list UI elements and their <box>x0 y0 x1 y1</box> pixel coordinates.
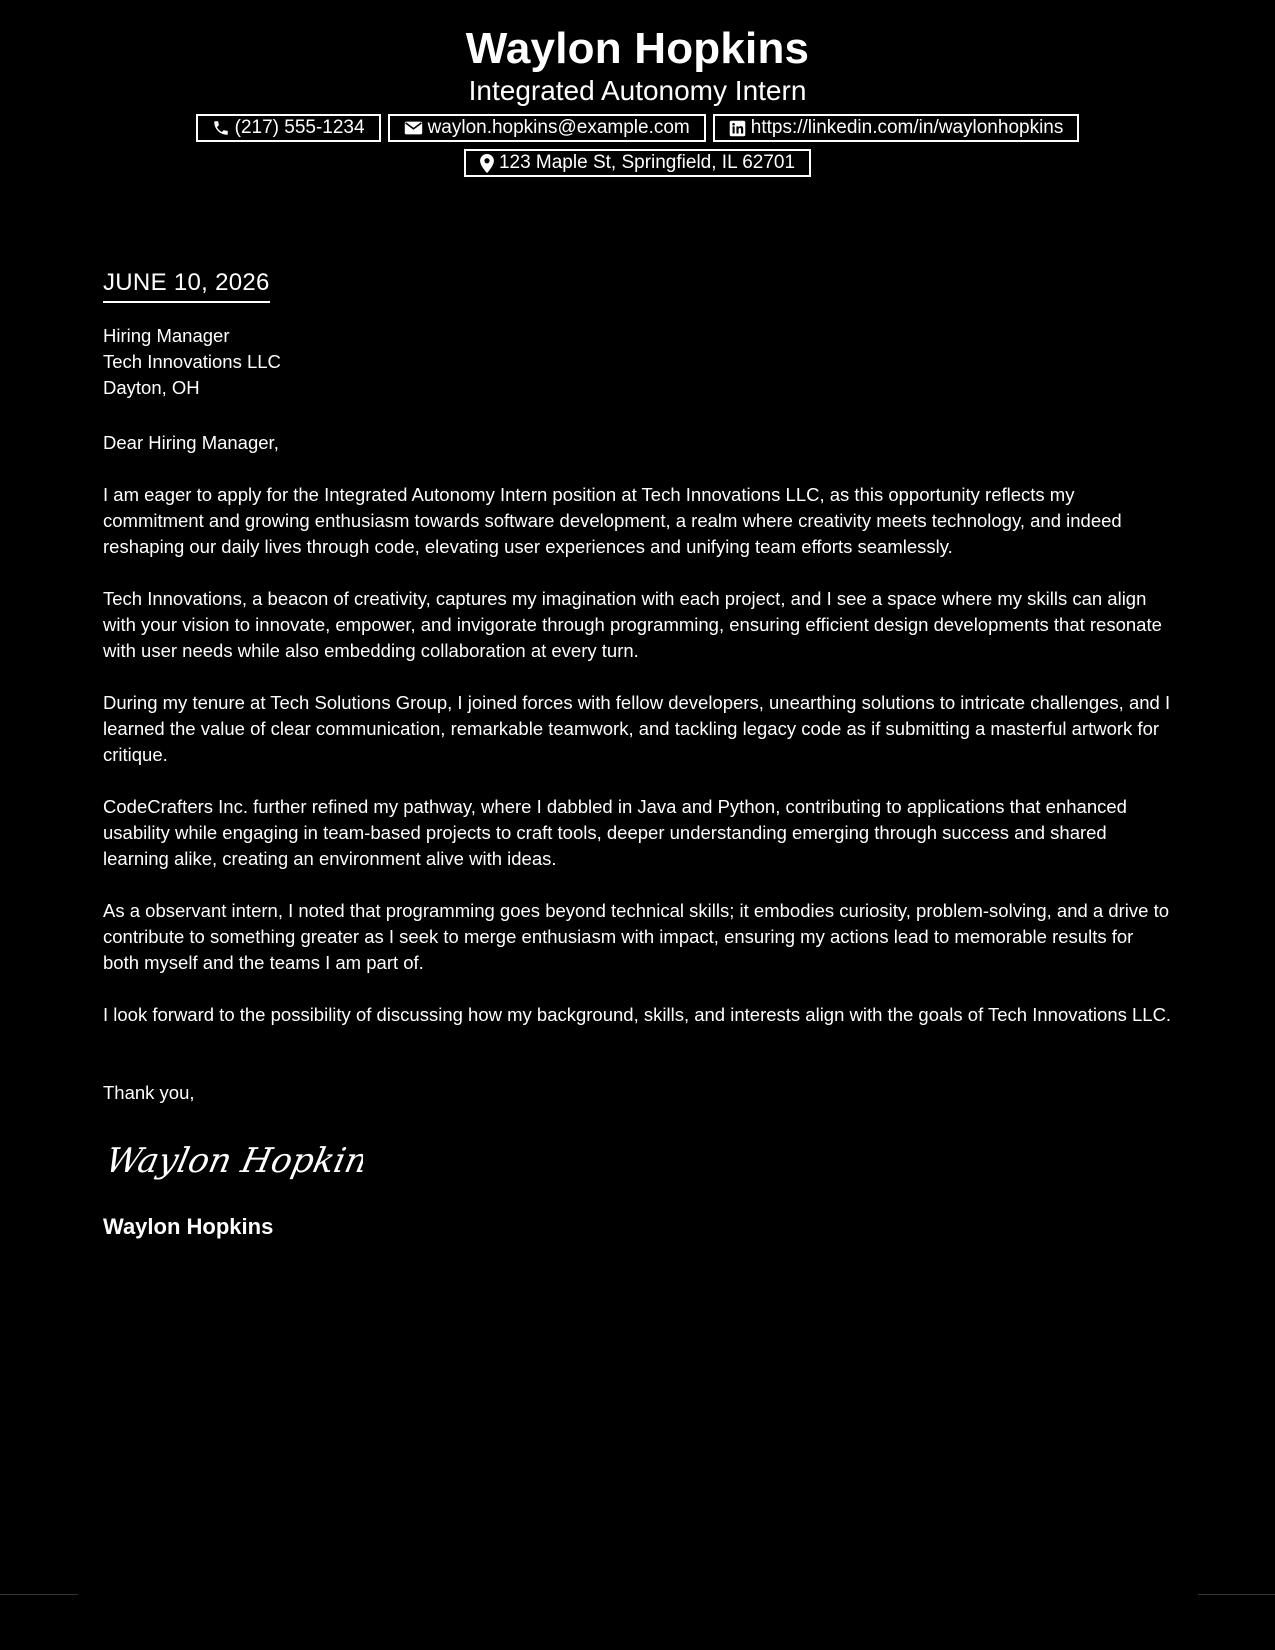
handwritten-signature <box>103 1130 363 1188</box>
linkedin-contact[interactable] <box>713 114 1080 142</box>
letter-header <box>0 22 1275 177</box>
paragraph: I look forward to the possibility of discussing how my background, skills, and interests align with the goals of Tech Innovations LLC. <box>103 1004 1172 1025</box>
recipient-block <box>103 323 1173 401</box>
applicant-job-title: Integrated Autonomy Intern <box>468 75 807 106</box>
paragraph: Tech Innovations, a beacon of creativity, captures my imagination with each project, and I see a space where my skills can align with your vision to innovate, empower, and invigorate through programming, ensuring efficient design developments that resonate with user needs while also embedding collaboration at every turn. <box>103 588 1162 661</box>
linkedin-icon <box>729 120 746 137</box>
phone-text: (217) 555-1234 <box>234 117 365 138</box>
paragraph: I am eager to apply for the Integrated Autonomy Intern position at Tech Innovations LLC, as this opportunity reflects my commitment and growing enthusiasm towards software development, a realm where creativity meets technology, and indeed reshaping our daily lives through code, elevating user experiences and unifying team efforts seamlessly. <box>103 484 1122 557</box>
recipient-company: Tech Innovations LLC <box>103 351 281 372</box>
contact-row <box>0 114 1275 142</box>
paragraph: CodeCrafters Inc. further refined my pathway, where I dabbled in Java and Python, contributing to applications that enhanced usability while engaging in team-based projects to craft tools, deeper understanding emerging through success and shared learning alike, creating an environment alive with ideas. <box>103 796 1127 869</box>
envelope-icon <box>404 120 423 136</box>
letter-date: JUNE 10, 2026 <box>103 266 270 303</box>
phone-icon <box>212 119 230 137</box>
applicant-name: Waylon Hopkins <box>465 24 810 73</box>
linkedin-text: https://linkedin.com/in/waylonhopkins <box>750 117 1064 138</box>
footer-divider-left <box>0 1594 78 1595</box>
email-text: waylon.hopkins@example.com <box>427 117 690 138</box>
email-contact[interactable] <box>388 114 706 142</box>
recipient-title: Hiring Manager <box>103 325 230 346</box>
address-row <box>0 149 1275 177</box>
closing: Thank you, <box>103 1082 195 1103</box>
address-text: 123 Maple St, Springfield, IL 62701 <box>498 152 796 173</box>
map-marker-icon <box>480 154 494 173</box>
salutation: Dear Hiring Manager, <box>103 432 279 453</box>
recipient-location: Dayton, OH <box>103 377 200 398</box>
paragraph: During my tenure at Tech Solutions Group, I joined forces with fellow developers, unearthing solutions to intricate challenges, and I learned the value of clear communication, remarkable teamwork, and tackling legacy code as if submitting a masterful artwork for critique. <box>103 692 1171 765</box>
phone-contact[interactable] <box>196 114 381 142</box>
paragraph: As a observant intern, I noted that programming goes beyond technical skills; it embodies curiosity, problem-solving, and a drive to contribute to something greater as I seek to merge enthusiasm with impact, ensuring my actions lead to memorable results for both myself and the teams I am part of. <box>103 900 1170 973</box>
footer-divider-right <box>1198 1594 1275 1595</box>
signature-text: Waylon Hopkins <box>103 1141 363 1181</box>
signed-name: Waylon Hopkins <box>103 1214 274 1239</box>
letter-body <box>103 266 1173 1241</box>
address-contact[interactable] <box>464 149 811 177</box>
